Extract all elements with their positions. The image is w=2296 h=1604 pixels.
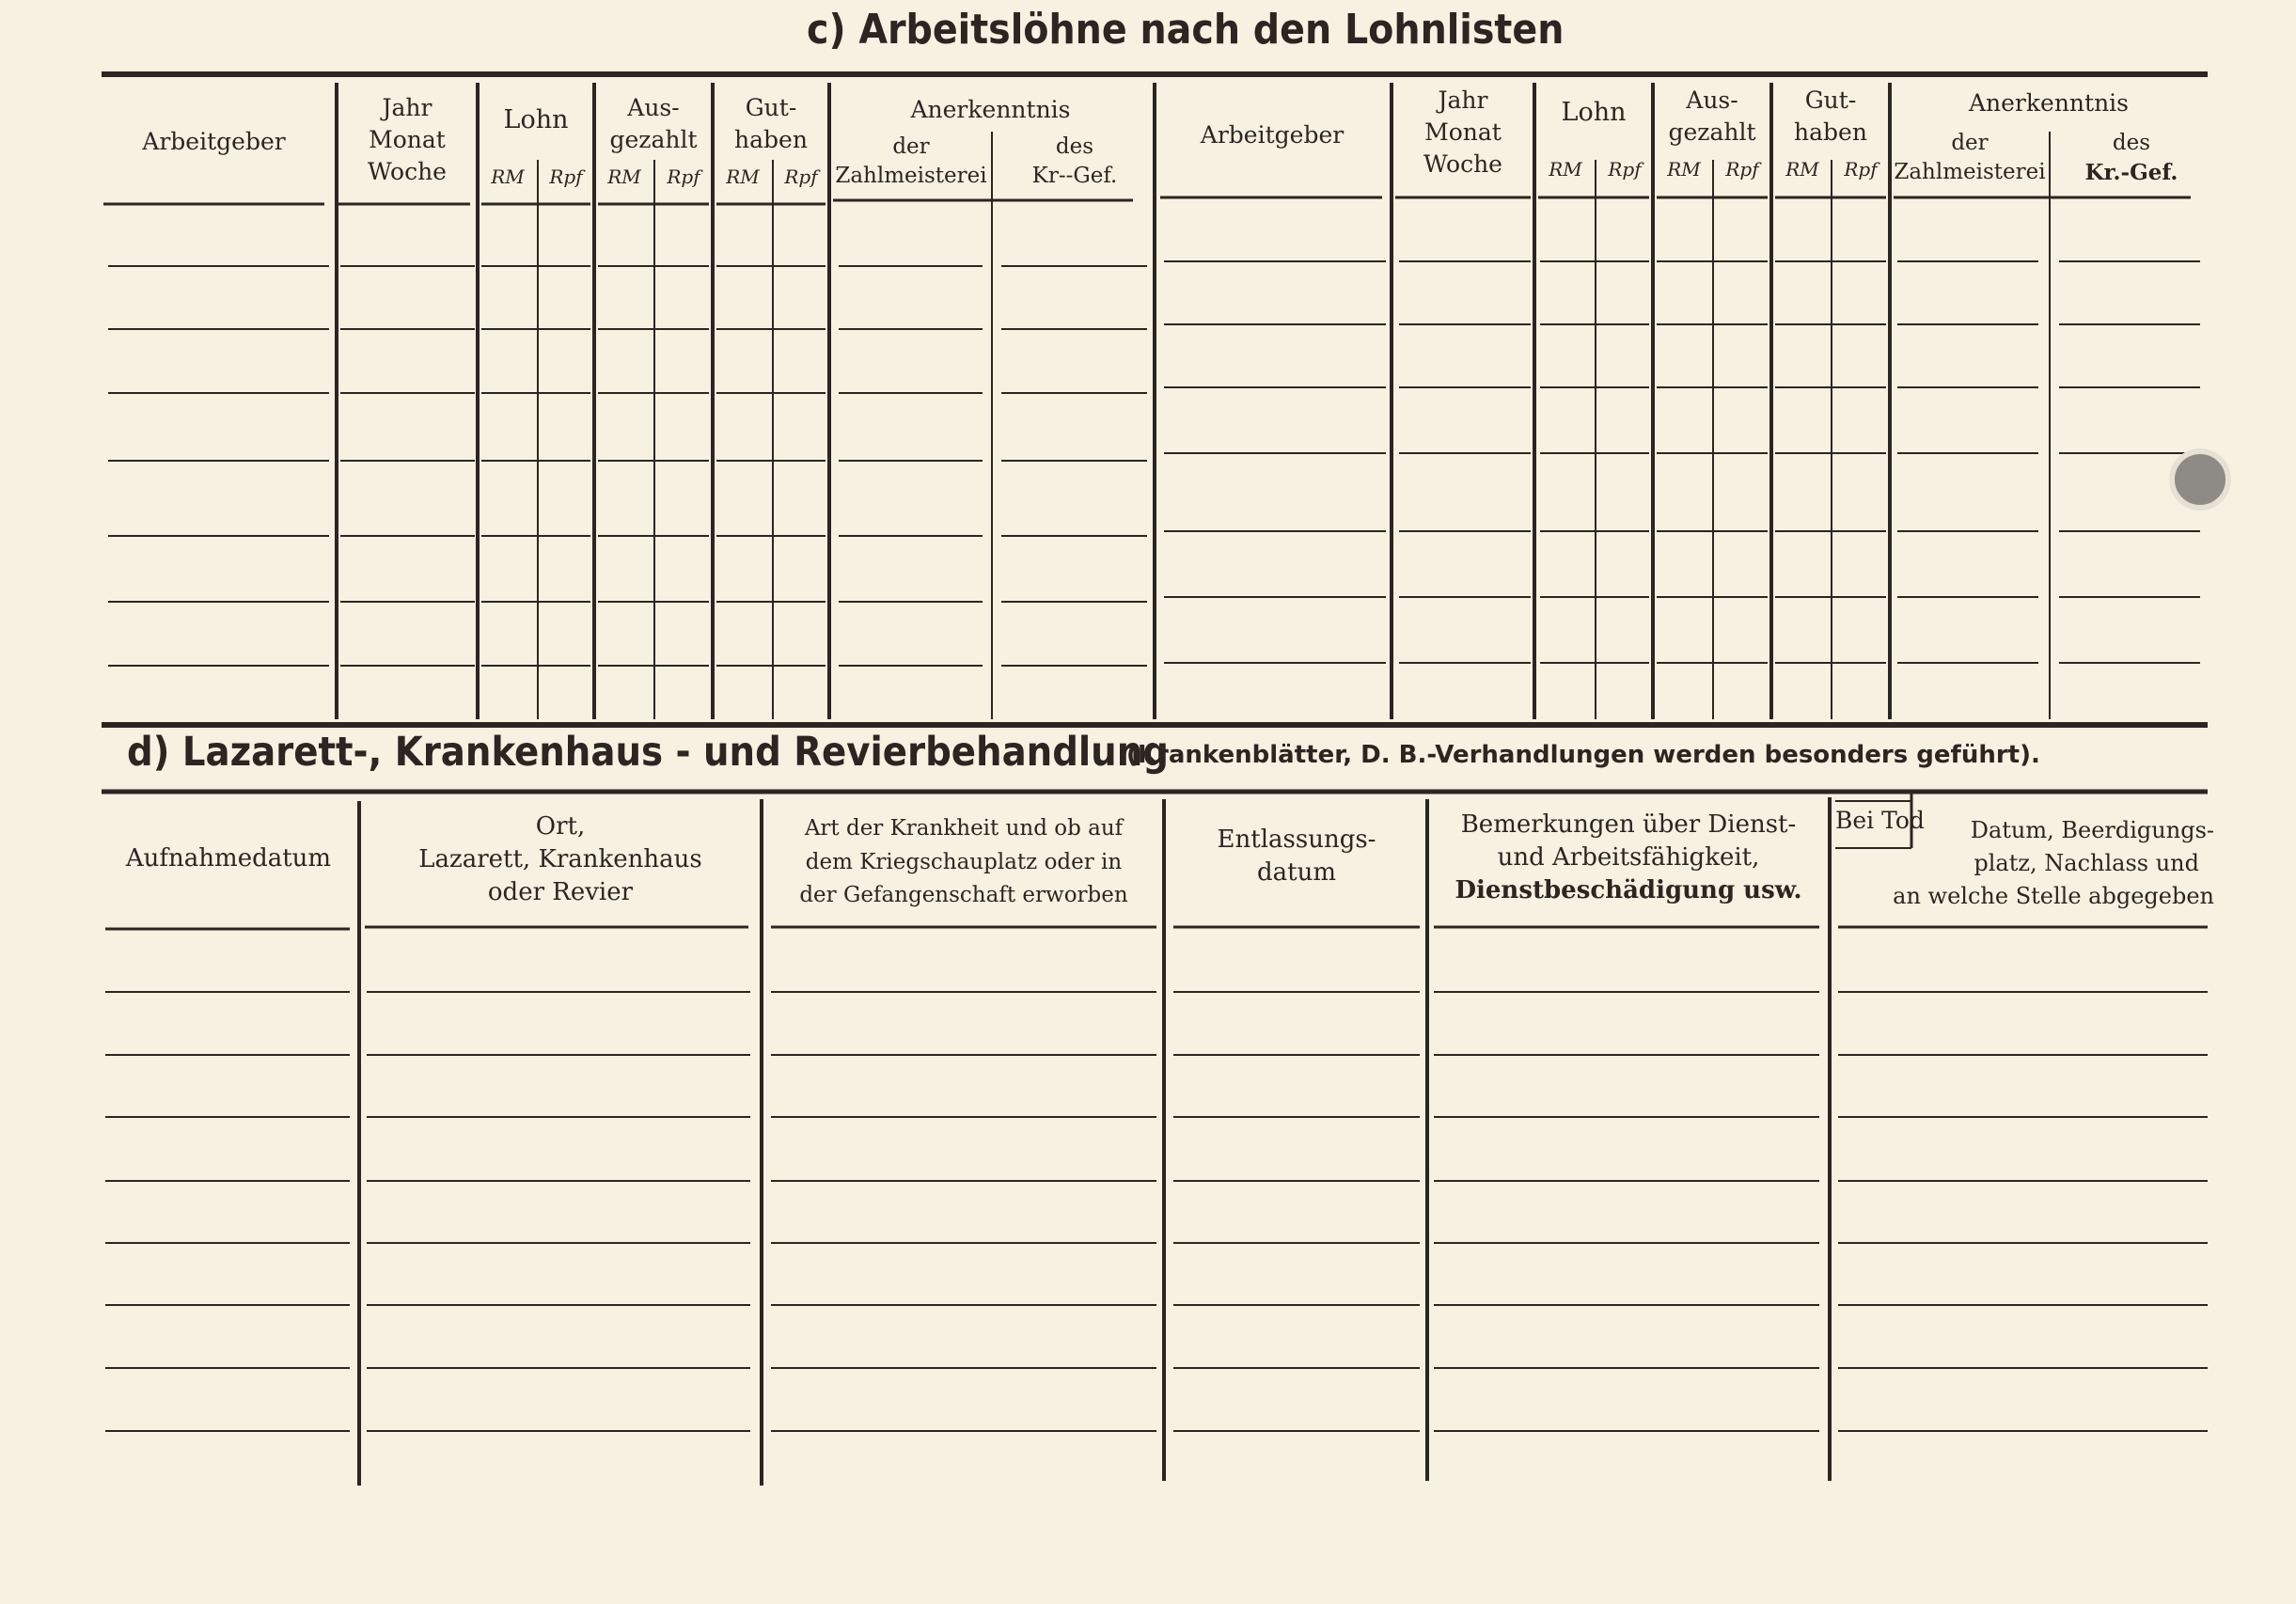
col-ausgezahlt-right	[1653, 85, 1771, 149]
sub-rm-lohn-left: RM	[491, 165, 525, 188]
sub-rm-lohn-right: RM	[1549, 158, 1582, 181]
sub-rm-ausgezahlt-left: RM	[607, 165, 641, 188]
col-zahlmeisterei-label: Zahlmeisterei	[835, 164, 987, 189]
col-krgef-label: Kr--Gef.	[1031, 164, 1118, 189]
sub-rpf-lohn-right: Rpf	[1608, 158, 1642, 181]
col-aus-label: Aus-	[1686, 86, 1738, 114]
col-jahr-monat-woche-left	[337, 92, 478, 187]
col-entlassungsdatum	[1168, 824, 1425, 889]
sub-rm-guthaben-right: RM	[1785, 158, 1819, 181]
col-guthaben-left	[713, 92, 829, 156]
col-woche-label: Woche	[368, 157, 447, 185]
col-ort	[363, 810, 758, 909]
col-entl-line-2: datum	[1257, 858, 1336, 888]
col-datum-line-2: platz, Nachlass und	[1974, 849, 2199, 876]
col-datum-beerdigung	[1848, 814, 2224, 912]
col-arbeitgeber-right: Arbeitgeber	[1200, 121, 1345, 149]
col-entl-line-1: Entlassungs-	[1217, 826, 1376, 854]
col-des-label: des	[1055, 134, 1094, 159]
col-guthaben-right	[1771, 85, 1890, 149]
col-bem-line-1: Bemerkungen über Dienst-	[1460, 810, 1797, 839]
col-ort-line-3: oder Revier	[487, 878, 634, 907]
col-der-label: der	[1951, 131, 1989, 155]
col-bem-line-3: Dienstbeschädigung usw.	[1455, 876, 1802, 905]
section-c-title: c) Arbeitslöhne nach den Lohnlisten	[807, 6, 1565, 54]
sub-rm-ausgezahlt-right: RM	[1667, 158, 1701, 181]
sub-rpf-lohn-left: Rpf	[549, 165, 583, 188]
col-art-line-1: Art der Krankheit und ob auf	[804, 816, 1124, 841]
col-bem-line-2: und Arbeitsfähigkeit,	[1497, 843, 1760, 873]
col-des-krgef-left	[995, 133, 1155, 191]
col-datum-line-1: Datum, Beerdigungs-	[1970, 817, 2214, 843]
col-jahr-label: Jahr	[1438, 86, 1488, 114]
col-krgef-label: Kr.-Gef.	[2084, 160, 2178, 186]
col-gezahlt-label: gezahlt	[1668, 118, 1756, 146]
col-lohn-right: Lohn	[1561, 98, 1627, 127]
col-jahr-monat-woche-right	[1392, 85, 1534, 180]
col-haben-label: haben	[734, 125, 808, 153]
col-monat-label: Monat	[369, 125, 446, 153]
col-datum-line-3: an welche Stelle abgegeben	[1893, 882, 2214, 909]
col-ort-line-2: Lazarett, Krankenhaus	[418, 845, 702, 874]
punch-hole	[2172, 451, 2228, 508]
col-der-zahlmeisterei-left	[831, 133, 991, 191]
sub-rpf-guthaben-left: Rpf	[784, 165, 818, 188]
section-d-title: d) Lazarett-, Krankenhaus - und Revierbehandlung	[127, 729, 1169, 776]
col-bemerkungen	[1431, 809, 1826, 907]
col-lohn-left: Lohn	[503, 105, 569, 134]
col-aufnahmedatum: Aufnahmedatum	[125, 844, 332, 873]
col-jahr-label: Jahr	[382, 94, 432, 121]
col-bei-tod: Bei Tod	[1835, 807, 1925, 834]
col-gut-label: Gut-	[745, 94, 797, 121]
sub-rpf-ausgezahlt-left: Rpf	[667, 165, 700, 188]
col-ort-line-1: Ort,	[535, 812, 586, 841]
col-des-krgef-right	[2053, 129, 2210, 187]
col-woche-label: Woche	[1423, 149, 1502, 178]
col-des-label: des	[2112, 131, 2151, 155]
col-aus-label: Aus-	[627, 94, 680, 121]
col-arbeitgeber-left: Arbeitgeber	[142, 128, 286, 155]
sub-rm-guthaben-left: RM	[726, 165, 760, 188]
col-monat-label: Monat	[1424, 118, 1502, 146]
col-haben-label: haben	[1794, 118, 1867, 146]
col-anerkenntnis-left: Anerkenntnis	[910, 96, 1071, 123]
sub-rpf-ausgezahlt-right: Rpf	[1725, 158, 1759, 181]
sub-rpf-guthaben-right: Rpf	[1844, 158, 1878, 181]
col-art-der-krankheit	[767, 812, 1160, 913]
col-ausgezahlt-left	[594, 92, 713, 156]
section-d-note: (Krankenblätter, D. B.-Verhandlungen werden besonders geführt).	[1126, 741, 2040, 769]
col-gut-label: Gut-	[1804, 86, 1857, 114]
col-der-label: der	[892, 134, 930, 159]
col-zahlmeisterei-label: Zahlmeisterei	[1894, 160, 2046, 185]
col-der-zahlmeisterei-right	[1890, 129, 2050, 187]
col-art-line-3: der Gefangenschaft erworben	[799, 883, 1128, 908]
col-anerkenntnis-right: Anerkenntnis	[1968, 89, 2130, 117]
col-art-line-2: dem Kriegschauplatz oder in	[805, 849, 1123, 874]
col-gezahlt-label: gezahlt	[609, 125, 698, 153]
